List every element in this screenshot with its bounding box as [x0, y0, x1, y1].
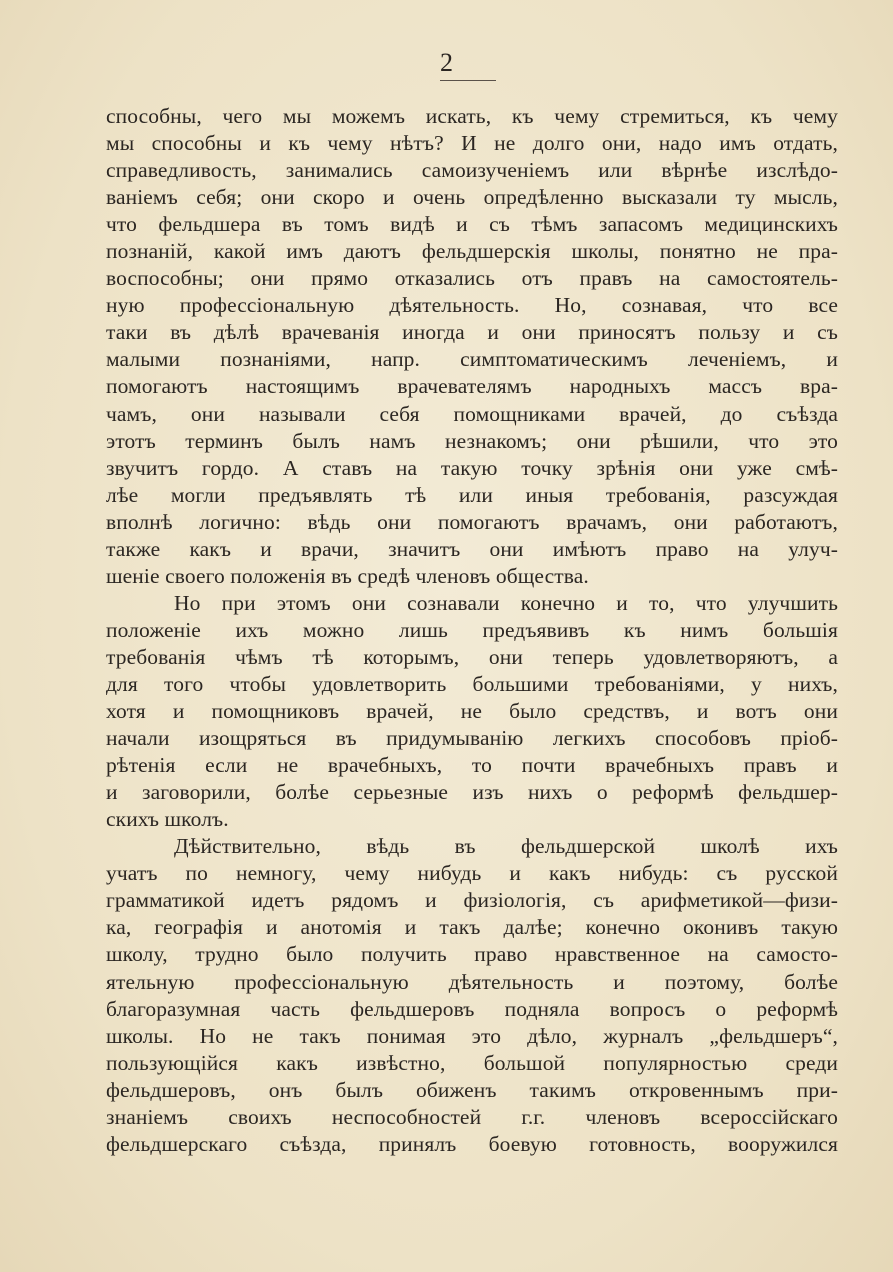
text-line: фельдшерскаго съѣзда, принялъ боевую готовность, вооружился [106, 1131, 838, 1156]
text-line: также какъ и врачи, значитъ они имѣютъ право на улуч- [106, 536, 838, 561]
text-line: скихъ школъ. [106, 807, 229, 832]
text-line: помогаютъ настоящимъ врачевателямъ народныхъ массъ вра- [106, 374, 838, 399]
text-line: познаній, какой имъ даютъ фельдшерскія школы, понятно не пра- [106, 239, 838, 264]
text-line: грамматикой идетъ рядомъ и физіологія, съ арифметикой—физи- [106, 888, 838, 913]
text-line: и заговорили, болѣе серьезные изъ нихъ о реформѣ фельдшер- [106, 780, 838, 805]
text-line: чамъ, они называли себя помощниками врачей, до съѣзда [106, 401, 838, 426]
text-line: знаніемъ своихъ неспособностей г.г. членовъ всероссійскаго [106, 1104, 838, 1129]
text-line: лѣе могли предъявлять тѣ или иныя требованія, разсуждая [106, 482, 838, 507]
text-line: шеніе своего положенія въ средѣ членовъ общества. [106, 563, 589, 588]
text-line: рѣтенія если не врачебныхъ, то почти врачебныхъ правъ и [106, 753, 838, 778]
text-line: ную профессіональную дѣятельность. Но, сознавая, что все [106, 293, 838, 318]
text-line: способны, чего мы можемъ искать, къ чему стремиться, къ чему [106, 104, 838, 128]
text-line: ваніемъ себя; они скоро и очень опредѣленно высказали ту мысль, [106, 185, 838, 210]
text-line: для того чтобы удовлетворить большими требованіями, у нихъ, [106, 671, 838, 696]
text-line: что фельдшера въ томъ видѣ и съ тѣмъ запасомъ медицинскихъ [106, 212, 838, 237]
text-line: требованія чѣмъ тѣ которымъ, они теперь удовлетворяютъ, а [106, 644, 838, 669]
text-line: мы способны и къ чему нѣтъ? И не долго они, надо имъ отдать, [106, 131, 838, 156]
page-number: 2 [440, 48, 453, 77]
text-line: таки въ дѣлѣ врачеванія иногда и они приносятъ пользу и съ [106, 320, 838, 345]
text-line: Но при этомъ они сознавали конечно и то, что улучшить [174, 590, 838, 615]
text-line: звучитъ гордо. А ставъ на такую точку зрѣнія они уже смѣ- [106, 455, 838, 480]
text-line: пользующійся какъ извѣстно, большой популярностью среди [106, 1050, 838, 1075]
text-line: школу, трудно было получить право нравственное на самосто- [106, 942, 838, 967]
text-line: вполнѣ логично: вѣдь они помогаютъ врачамъ, они работаютъ, [106, 509, 838, 534]
text-line: воспособны; они прямо отказались отъ правъ на самостоятель- [106, 266, 838, 291]
text-line: ятельную профессіональную дѣятельность и поэтому, болѣе [106, 969, 838, 994]
body-text [106, 103, 838, 1158]
text-line: положеніе ихъ можно лишь предъявивъ къ нимъ большія [106, 617, 838, 642]
text-line: школы. Но не такъ понимая это дѣло, журналъ „фельдшеръ“, [106, 1023, 838, 1048]
text-line: учатъ по немногу, чему нибудь и какъ нибудь: съ русской [106, 861, 838, 886]
text-line: этотъ терминъ былъ намъ незнакомъ; они рѣшили, что это [106, 428, 838, 453]
text-line: фельдшеровъ, онъ былъ обиженъ такимъ откровеннымъ при- [106, 1077, 838, 1102]
text-line: ка, географія и анотомія и такъ далѣе; конечно оконивъ такую [106, 915, 838, 940]
text-line: справедливость, занимались самоизученіемъ или вѣрнѣе изслѣдо- [106, 158, 838, 183]
text-line: малыми познаніями, напр. симптоматическимъ леченіемъ, и [106, 347, 838, 372]
text-line: благоразумная часть фельдшеровъ подняла вопросъ о реформѣ [106, 996, 838, 1021]
text-line: начали изощряться въ придумыванію легкихъ способовъ пріоб- [106, 726, 838, 751]
text-line: Дѣйствительно, вѣдь въ фельдшерской школѣ ихъ [174, 834, 838, 859]
text-line: хотя и помощниковъ врачей, не было средствъ, и вотъ они [106, 699, 838, 724]
page-number-rule [440, 80, 496, 81]
